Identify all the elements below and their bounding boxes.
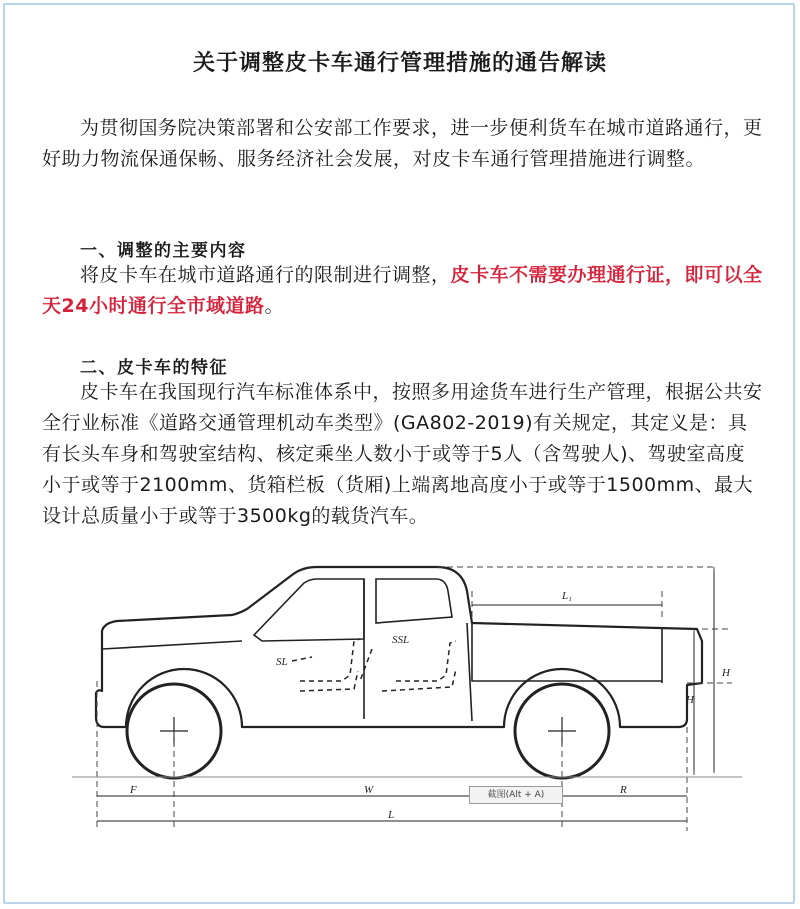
- seats-outline: [292, 639, 456, 691]
- section1-paragraph: [42, 260, 764, 322]
- label-sl: SL: [276, 656, 288, 668]
- label-l1: L₁: [562, 590, 572, 602]
- page-title: 关于调整皮卡车通行管理措施的通告解读: [192, 51, 607, 76]
- pickup-truck-diagram: [42, 531, 758, 861]
- wheels: [127, 684, 609, 778]
- section2-paragraph: [42, 377, 764, 532]
- section2-text: 皮卡车在我国现行汽车标准体系中，按照多用途货车进行生产管理，根据公共安全行业标准《道路交通管理机动车类型》(GA802-2019)有关规定，其定义是：具有长头车身和驾驶室结构、核定乘坐人数小于或等于5人（含驾驶人)、驾驶室高度小于或等于2100mm、货箱栏板（货厢)上端离地高度小于或等于1500mm、最大设计总质量小于或等于3500kg的载货汽车。: [42, 381, 763, 527]
- section1-highlight: 皮卡车不需要办理通行证，即可以全天24小时通行全市域道路: [42, 264, 763, 317]
- snip-hint: 截图(Alt + A): [469, 786, 563, 804]
- label-f: F: [130, 784, 137, 796]
- section2-heading: 二、皮卡车的特征: [80, 358, 228, 378]
- section1-text-end: 。: [264, 295, 284, 317]
- label-h-box: H: [686, 694, 694, 706]
- intro-paragraph: [42, 113, 764, 175]
- label-ssl: SSL: [392, 634, 410, 646]
- section1-heading: 一、调整的主要内容: [80, 241, 247, 261]
- label-w: W: [364, 784, 374, 796]
- label-r: R: [620, 784, 627, 796]
- label-l: L: [388, 809, 395, 821]
- label-h-total: H: [722, 667, 730, 679]
- pickup-truck-drawing: [42, 531, 758, 861]
- intro-text: 为贯彻国务院决策部署和公安部工作要求，进一步便利货车在城市道路通行，更好助力物流保通保畅、服务经济社会发展，对皮卡车通行管理措施进行调整。: [42, 117, 763, 170]
- section1-text: 将皮卡车在城市道路通行的限制进行调整，: [80, 264, 451, 286]
